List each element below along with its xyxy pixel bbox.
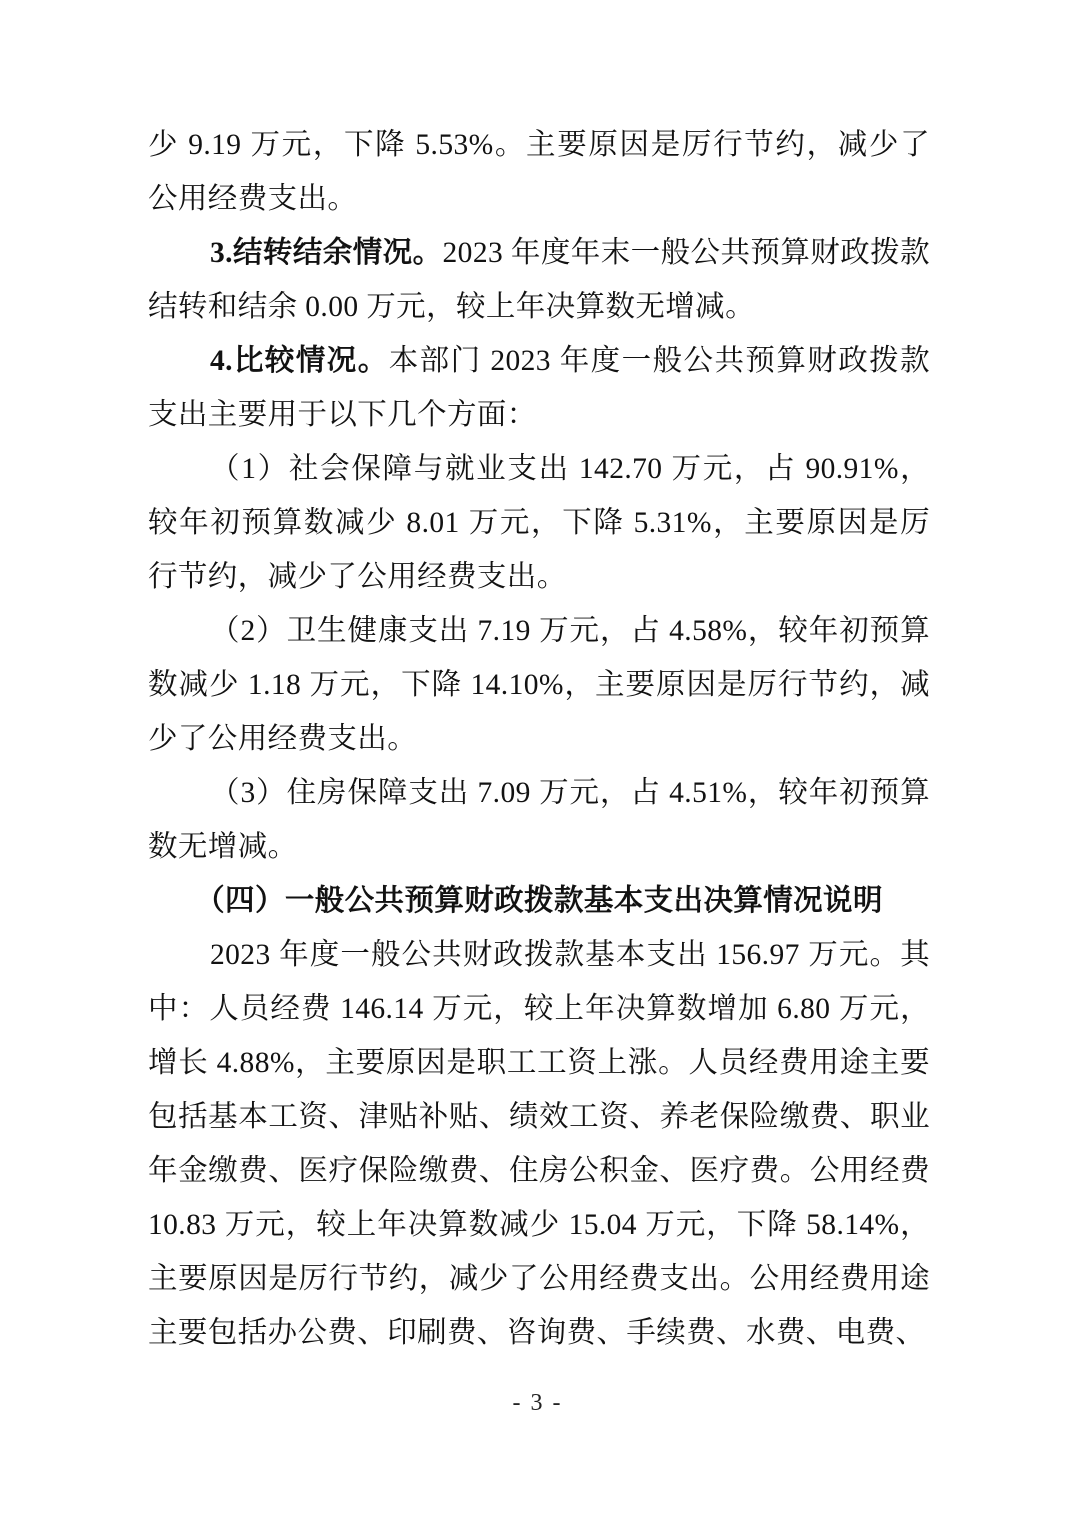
paragraph-continued: 少 9.19 万元，下降 5.53%。主要原因是厉行节约，减少了公用经费支出。	[148, 129, 930, 215]
paragraph-basic-expenditure: 2023 年度一般公共财政拨款基本支出 156.97 万元。其中：人员经费 146.14 万元，较上年决算数增加 6.80 万元，增长 4.88%，主要原因是职工工资上涨。人员经费用途主要包括基本工资、津贴补贴、绩效工资、养老保险缴费、职业年金缴费、医疗保险缴费、住房公积金、医疗费。公用经费 10.83 万元，较上年决算数减少 15.04 万元，下降 58.14%，主要原因是厉行节约，减少了公用经费支出。公用经费用途主要包括办公费、印刷费、咨询费、手续费、水费、电费、	[148, 939, 930, 1349]
paragraph-comparison-text: 本部门 2023 年度一般公共预算财政拨款支出主要用于以下几个方面：	[148, 345, 930, 431]
page-number: - 3 -	[512, 1390, 563, 1416]
paragraph-carryover-text: 2023 年度年末一般公共预算财政拨款结转和结余 0.00 万元，较上年决算数无增减。	[148, 237, 930, 323]
paragraph-item-social-security: （1）社会保障与就业支出 142.70 万元，占 90.91%，较年初预算数减少 8.01 万元，下降 5.31%，主要原因是厉行节约，减少了公用经费支出。	[148, 453, 930, 593]
paragraph-carryover-lead: 3.结转结余情况。	[210, 237, 443, 269]
paragraph-comparison-lead: 4.比较情况。	[210, 345, 389, 377]
page-body	[148, 118, 930, 1360]
paragraph-comparison	[148, 334, 930, 442]
paragraph-item-housing: （3）住房保障支出 7.09 万元，占 4.51%，较年初预算数无增减。	[148, 777, 930, 863]
paragraph-carryover	[148, 226, 930, 334]
section-heading-four: （四）一般公共预算财政拨款基本支出决算情况说明	[195, 885, 883, 917]
paragraph-item-health: （2）卫生健康支出 7.19 万元，占 4.58%，较年初预算数减少 1.18 万元，下降 14.10%，主要原因是厉行节约，减少了公用经费支出。	[148, 615, 930, 755]
